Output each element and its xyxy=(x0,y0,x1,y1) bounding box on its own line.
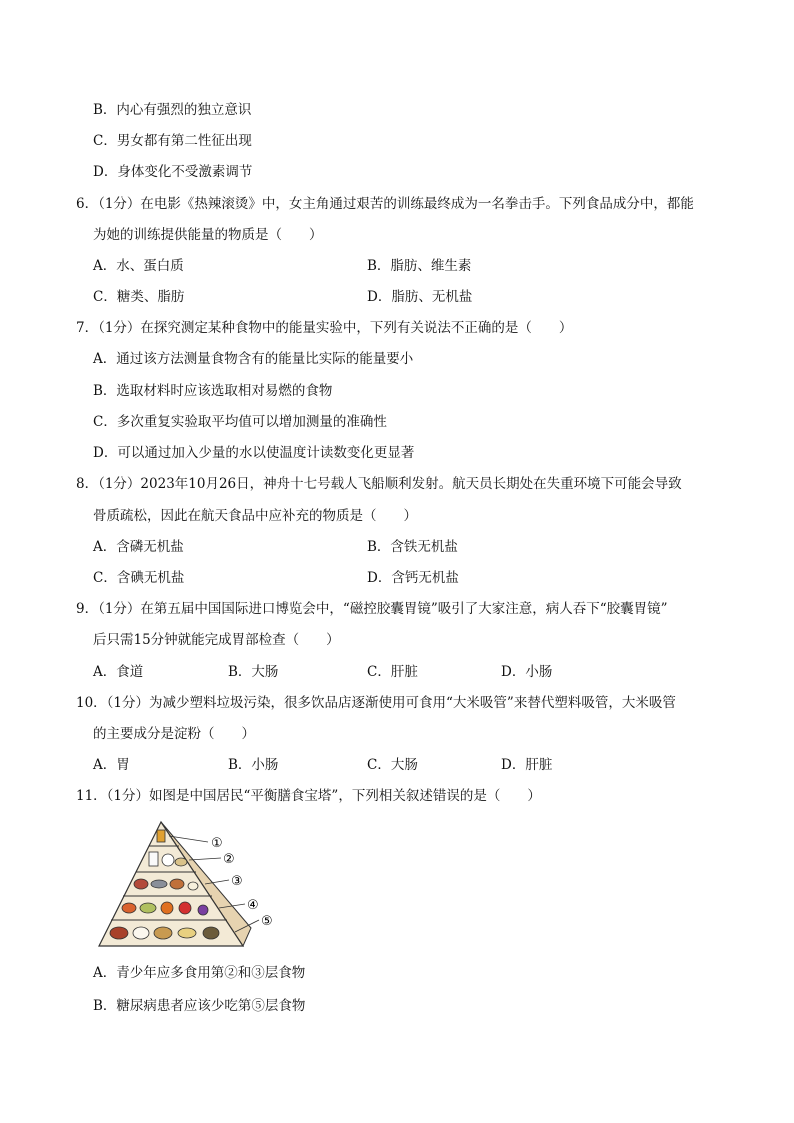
q8-options-row1 xyxy=(93,537,794,557)
food-pyramid-diagram xyxy=(93,820,313,950)
pyramid-label-3: ③ xyxy=(231,874,243,889)
q6-option-d: D．脂肪、无机盐 xyxy=(367,289,473,305)
q11-option-b: B．糖尿病患者应该少吃第⑤层食物 xyxy=(93,998,306,1014)
q6-option-b: B．脂肪、维生素 xyxy=(367,258,472,274)
q5-option-d: D．身体变化不受激素调节 xyxy=(93,164,253,180)
q9-option-d: D．小肠 xyxy=(501,664,553,680)
pyramid-label-4: ④ xyxy=(247,898,259,913)
q11-option-a: A．青少年应多食用第②和③层食物 xyxy=(93,965,306,981)
food-pyramid-figure xyxy=(93,820,313,950)
q8-option-c: C．含碘无机盐 xyxy=(93,570,185,586)
q5-option-b: B．内心有强烈的独立意识 xyxy=(93,102,252,118)
q10-option-a: A．胃 xyxy=(93,757,130,773)
q7-option-d: D．可以通过加入少量的水以使温度计读数变化更显著 xyxy=(93,445,415,461)
q10-option-b: B．小肠 xyxy=(228,757,279,773)
q6-stem-line2: 为她的训练提供能量的物质是（ ） xyxy=(93,227,323,243)
pyramid-label-5: ⑤ xyxy=(261,914,273,929)
q8-options-row2 xyxy=(93,568,794,588)
q7-option-c: C．多次重复实验取平均值可以增加测量的准确性 xyxy=(93,414,387,430)
q9-stem-line2: 后只需15分钟就能完成胃部检查（ ） xyxy=(93,632,340,648)
q10-option-d: D．肝脏 xyxy=(501,757,553,773)
q6-option-a: A．水、蛋白质 xyxy=(93,258,184,274)
q10-option-c: C．大肠 xyxy=(367,757,418,773)
q6-options-row1 xyxy=(93,256,794,276)
q11-stem: 11．（1分）如图是中国居民“平衡膳食宝塔”，下列相关叙述错误的是（ ） xyxy=(76,788,541,804)
q8-option-b: B．含铁无机盐 xyxy=(367,539,458,555)
q9-option-c: C．肝脏 xyxy=(367,664,418,680)
q7-stem: 7．（1分）在探究测定某种食物中的能量实验中，下列有关说法不正确的是（ ） xyxy=(76,320,573,336)
q10-stem-line1: 10．（1分）为减少塑料垃圾污染，很多饮品店逐渐使用可食用“大米吸管”来替代塑料吸管，大米吸管 xyxy=(76,695,676,711)
q8-option-a: A．含磷无机盐 xyxy=(93,539,184,555)
q7-option-b: B．选取材料时应该选取相对易燃的食物 xyxy=(93,383,333,399)
q9-option-b: B．大肠 xyxy=(228,664,279,680)
q7-option-a: A．通过该方法测量食物含有的能量比实际的能量要小 xyxy=(93,351,414,367)
q5-option-c: C．男女都有第二性征出现 xyxy=(93,133,252,149)
q10-stem-line2: 的主要成分是淀粉（ ） xyxy=(93,726,255,742)
pyramid-label-2: ② xyxy=(223,852,235,867)
q8-stem-line1: 8．（1分）2023年10月26日，神舟十七号载人飞船顺利发射。航天员长期处在失重环境下可能会导致 xyxy=(76,476,682,492)
q9-options-row xyxy=(93,662,794,682)
q9-option-a: A．食道 xyxy=(93,664,144,680)
q6-option-c: C．糖类、脂肪 xyxy=(93,289,185,305)
q9-stem-line1: 9．（1分）在第五届中国国际进口博览会中，“磁控胶囊胃镜”吸引了大家注意，病人吞下“胶囊胃镜” xyxy=(76,601,668,617)
q8-option-d: D．含钙无机盐 xyxy=(367,570,459,586)
q6-options-row2 xyxy=(93,287,794,307)
q8-stem-line2: 骨质疏松，因此在航天食品中应补充的物质是（ ） xyxy=(93,508,417,524)
q10-options-row xyxy=(93,755,794,775)
q6-stem-line1: 6．（1分）在电影《热辣滚烫》中，女主角通过艰苦的训练最终成为一名拳击手。下列食品成分中，都能 xyxy=(76,196,694,212)
pyramid-label-1: ① xyxy=(211,836,223,851)
